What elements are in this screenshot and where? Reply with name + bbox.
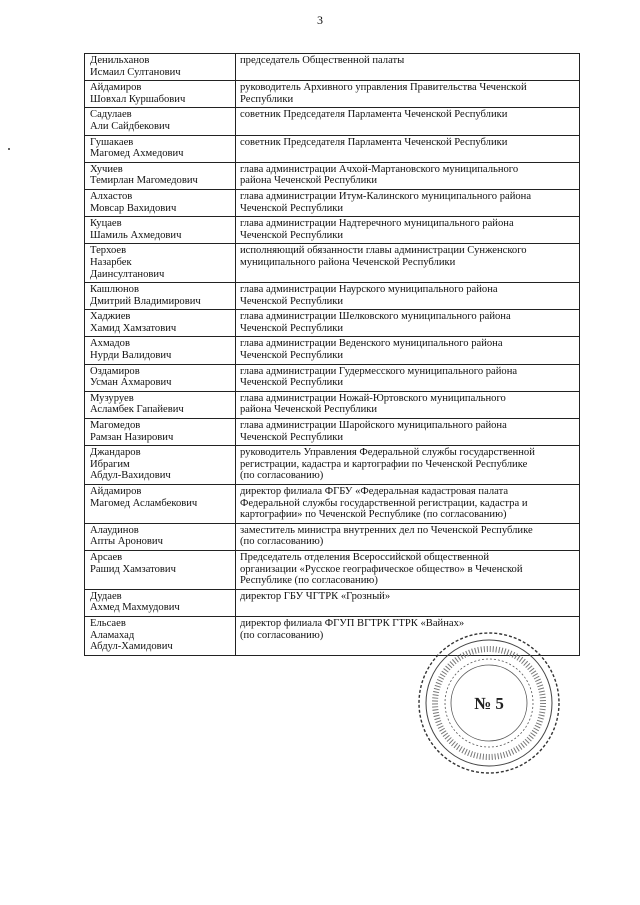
- member-position-line: председатель Общественной палаты: [240, 55, 405, 66]
- member-position-line: глава администрации Ножай-Юртовского муниципального: [240, 392, 506, 404]
- member-name-cell: [85, 310, 236, 337]
- member-name-cell: [85, 81, 236, 108]
- member-position-line: района Чеченской Республики: [240, 404, 378, 416]
- table-row: [85, 108, 580, 135]
- member-position-cell: [236, 81, 580, 108]
- member-name-cell: [85, 244, 236, 283]
- member-name-line: Денильханов: [90, 55, 150, 66]
- table-row: [85, 283, 580, 310]
- member-name-line: Дудаев: [90, 590, 122, 602]
- member-name-cell: [85, 589, 236, 616]
- member-position-line: советник Председателя Парламента Чеченской Республики: [240, 136, 508, 148]
- member-position-line: директор филиала ФГУП ВГТРК ГТРК «Вайнах»: [240, 617, 465, 629]
- table-row: [85, 337, 580, 364]
- member-name-cell: [85, 54, 236, 81]
- member-name-line: Алаудинов: [90, 524, 139, 536]
- member-name-line: Темирлан Магомедович: [90, 175, 198, 187]
- member-name-line: Куцаев: [90, 218, 122, 230]
- member-name-line: Исмаил Султанович: [90, 66, 181, 78]
- member-position-cell: [236, 108, 580, 135]
- member-position-line: глава администрации Гудермесского муниципального района: [240, 365, 518, 377]
- table-row: [85, 446, 580, 485]
- member-position-line: Чеченской Республики: [240, 350, 344, 362]
- table-row: [85, 162, 580, 189]
- member-name-cell: [85, 523, 236, 550]
- table-row: [85, 244, 580, 283]
- member-position-line: картографии» по Чеченской Республике (по согласованию): [240, 509, 507, 521]
- member-name-line: Рамзан Назирович: [90, 431, 174, 443]
- member-position-cell: [236, 446, 580, 485]
- member-name-cell: [85, 485, 236, 524]
- stamp-seal: [416, 630, 562, 776]
- member-name-line: Назарбек: [90, 256, 132, 268]
- member-position-line: Чеченской Республики: [240, 431, 344, 443]
- member-name-line: Рашид Хамзатович: [90, 563, 176, 575]
- member-name-line: Айдамиров: [90, 486, 142, 497]
- member-position-line: Чеченской Республики: [240, 202, 344, 214]
- member-name-line: Мовсар Вахидович: [90, 202, 177, 214]
- member-name-cell: [85, 283, 236, 310]
- member-name-cell: [85, 446, 236, 485]
- member-position-cell: [236, 162, 580, 189]
- member-position-line: организации «Русское географическое общество» в Чеченской: [240, 563, 523, 575]
- member-name-line: Аламахад: [90, 629, 135, 641]
- member-position-line: Чеченской Республики: [240, 322, 344, 334]
- member-name-line: Алхастов: [90, 190, 133, 202]
- member-name-line: Даинсултанович: [90, 268, 165, 280]
- stray-mark: [8, 148, 10, 150]
- member-position-line: исполняющий обязанности главы администрации Сунженского: [240, 245, 527, 257]
- member-name-cell: [85, 364, 236, 391]
- member-name-cell: [85, 189, 236, 216]
- table-row: [85, 589, 580, 616]
- member-name-line: Шовхал Куршабович: [90, 93, 186, 105]
- table-row: [85, 189, 580, 216]
- page-number: 3: [317, 13, 323, 27]
- member-name-line: Шамиль Ахмедович: [90, 229, 182, 241]
- member-position-line: глава администрации Наурского муниципального района: [240, 284, 498, 296]
- member-name-line: Апты Аронович: [90, 536, 163, 548]
- member-position-line: Чеченской Республики: [240, 229, 344, 241]
- member-name-line: Джандаров: [90, 447, 141, 459]
- member-name-line: Нурди Валидович: [90, 350, 172, 362]
- member-position-cell: [236, 550, 580, 589]
- table-row: [85, 54, 580, 81]
- member-position-line: советник Председателя Парламента Чеченской Республики: [240, 109, 508, 121]
- member-position-cell: [236, 189, 580, 216]
- table-row: [85, 523, 580, 550]
- table-row: [85, 364, 580, 391]
- member-position-cell: [236, 244, 580, 283]
- member-name-cell: [85, 135, 236, 162]
- member-position-line: глава администрации Шаройского муниципального района: [240, 420, 507, 432]
- member-position-line: глава администрации Шелковского муниципального района: [240, 311, 511, 323]
- member-position-cell: [236, 589, 580, 616]
- members-table-body: [85, 54, 580, 656]
- table-row: [85, 391, 580, 418]
- member-position-line: Федеральной службы государственной регистрации, кадастра и: [240, 497, 528, 509]
- member-position-line: (по согласованию): [240, 536, 324, 548]
- member-name-line: Хучиев: [90, 163, 123, 175]
- member-name-cell: [85, 337, 236, 364]
- member-position-line: муниципального района Чеченской Республики: [240, 256, 456, 268]
- member-name-line: Хамид Хамзатович: [90, 322, 177, 334]
- member-position-line: Республики: [240, 93, 294, 105]
- table-row: [85, 419, 580, 446]
- member-position-cell: [236, 419, 580, 446]
- table-row: [85, 550, 580, 589]
- member-name-line: Айдамиров: [90, 82, 142, 94]
- member-name-line: Оздамиров: [90, 365, 140, 377]
- stamp-number: № 5: [474, 694, 504, 713]
- member-name-cell: [85, 217, 236, 244]
- member-name-line: Хаджиев: [90, 311, 131, 323]
- member-name-line: Асламбек Гапайевич: [90, 404, 184, 416]
- member-position-cell: [236, 337, 580, 364]
- member-name-line: Дмитрий Владимирович: [90, 295, 201, 307]
- table-row: [85, 81, 580, 108]
- member-name-line: Усман Ахмарович: [90, 377, 172, 389]
- member-name-cell: [85, 550, 236, 589]
- table-row: [85, 310, 580, 337]
- member-position-cell: [236, 364, 580, 391]
- member-position-line: Республике (по согласованию): [240, 575, 378, 587]
- member-position-line: Чеченской Республики: [240, 377, 344, 389]
- members-table: [84, 53, 580, 656]
- member-name-cell: [85, 391, 236, 418]
- member-position-line: Чеченской Республики: [240, 295, 344, 307]
- member-position-line: глава администрации Надтеречного муниципального района: [240, 218, 514, 230]
- member-position-cell: [236, 217, 580, 244]
- member-position-line: района Чеченской Республики: [240, 175, 378, 187]
- member-name-cell: [85, 616, 236, 655]
- table-row: [85, 485, 580, 524]
- member-name-line: Абдул-Хамидович: [90, 641, 173, 653]
- member-position-cell: [236, 54, 580, 81]
- member-name-line: Музуруев: [90, 392, 134, 404]
- member-position-cell: [236, 283, 580, 310]
- member-position-line: директор филиала ФГБУ «Федеральная кадастровая палата: [240, 486, 509, 497]
- member-name-line: Арсаев: [90, 551, 123, 563]
- member-name-line: Али Сайдбекович: [90, 120, 170, 132]
- member-name-cell: [85, 162, 236, 189]
- member-name-line: Ельсаев: [90, 617, 126, 629]
- member-position-cell: [236, 391, 580, 418]
- member-position-line: директор ГБУ ЧГТРК «Грозный»: [240, 590, 391, 602]
- member-name-line: Садулаев: [90, 109, 132, 121]
- table-row: [85, 217, 580, 244]
- member-name-cell: [85, 419, 236, 446]
- member-position-line: руководитель Архивного управления Правительства Чеченской: [240, 82, 527, 94]
- member-position-cell: [236, 485, 580, 524]
- member-name-line: Ахмадов: [90, 338, 130, 350]
- member-name-line: Абдул-Вахидович: [90, 470, 171, 482]
- member-position-line: глава администрации Итум-Калинского муниципального района: [240, 190, 532, 202]
- member-name-line: Магомедов: [90, 420, 141, 432]
- member-position-line: (по согласованию): [240, 470, 324, 482]
- member-position-line: Председатель отделения Всероссийской общественной: [240, 551, 490, 563]
- table-row: [85, 135, 580, 162]
- member-position-cell: [236, 523, 580, 550]
- member-name-line: Кашлюнов: [90, 284, 139, 296]
- member-name-line: Терхоев: [90, 245, 127, 257]
- member-name-line: Ахмед Махмудович: [90, 602, 180, 614]
- member-position-cell: [236, 310, 580, 337]
- member-position-line: глава администрации Ачхой-Мартановского муниципального: [240, 163, 519, 175]
- member-position-line: глава администрации Веденского муниципального района: [240, 338, 503, 350]
- member-position-line: регистрации, кадастра и картографии по Чеченской Республике: [240, 458, 528, 470]
- member-position-line: заместитель министра внутренних дел по Чеченской Республике: [240, 524, 533, 536]
- member-name-line: Гушакаев: [90, 136, 134, 148]
- member-name-line: Ибрагим: [90, 458, 130, 470]
- member-position-line: руководитель Управления Федеральной службы государственной: [240, 447, 535, 459]
- member-position-cell: [236, 135, 580, 162]
- member-name-line: Магомед Ахмедович: [90, 148, 184, 160]
- member-name-cell: [85, 108, 236, 135]
- member-name-line: Магомед Асламбекович: [90, 497, 198, 509]
- member-position-line: (по согласованию): [240, 629, 324, 641]
